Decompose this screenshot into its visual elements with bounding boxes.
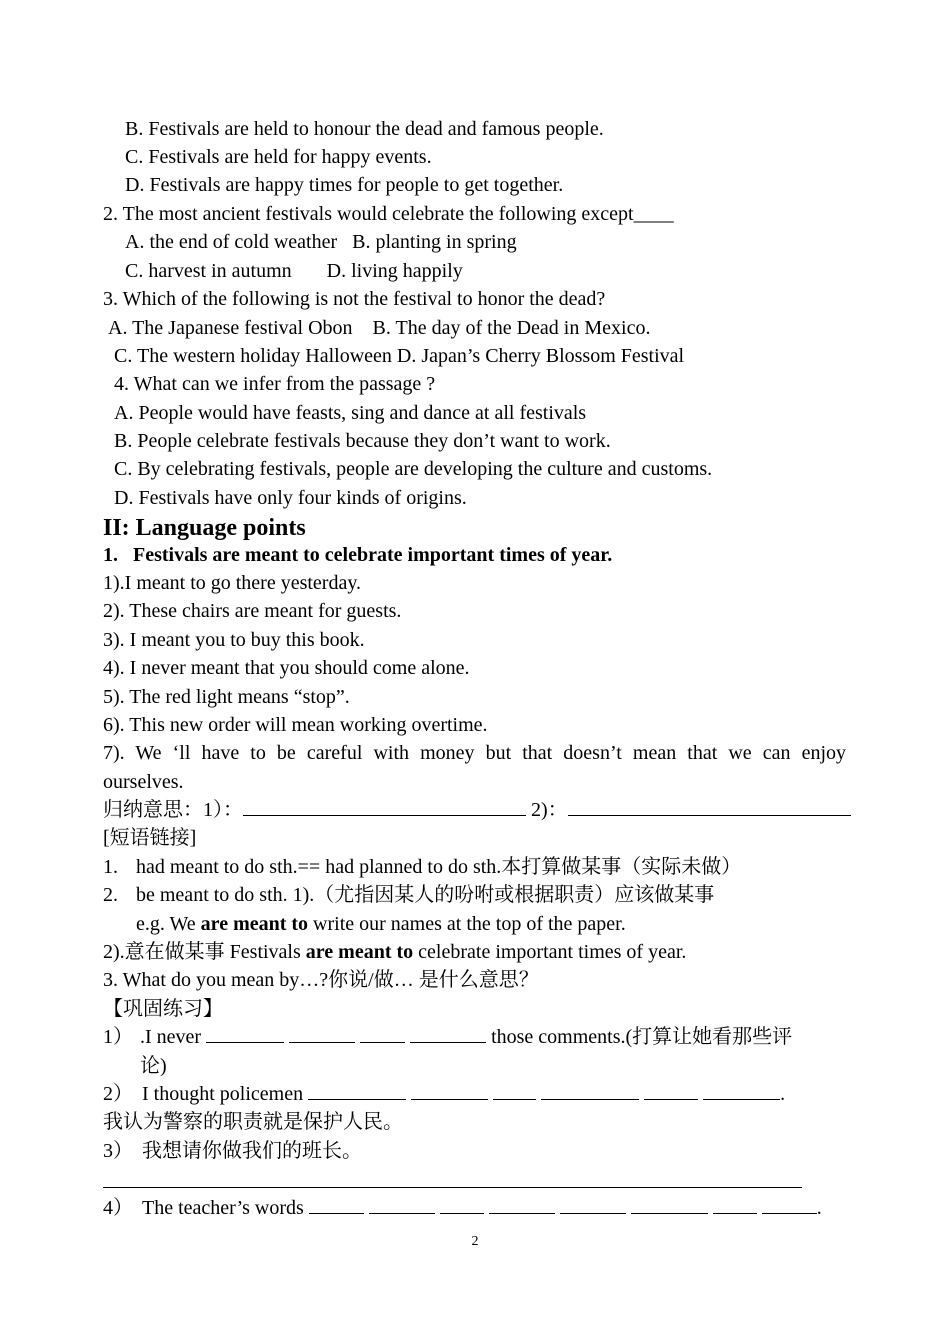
phrase-1: had meant to do sth.== had planned to do sth.本打算做某事（实际未做） — [136, 856, 742, 878]
exercise-4-blank-7[interactable] — [713, 1195, 757, 1214]
exercise-3-answer-line[interactable] — [103, 1187, 802, 1188]
exercise-1 — [140, 1023, 792, 1051]
meaning-3: 3. What do you mean by…?你说/做… 是什么意思？ — [103, 969, 539, 991]
q1-option-c: C. Festivals are held for happy events. — [125, 146, 432, 168]
q4-option-d: D. Festivals have only four kinds of origins. — [114, 487, 467, 509]
exercise-4-pre: The teacher’s words — [142, 1197, 304, 1219]
exercise-1-blank-4[interactable] — [410, 1024, 486, 1043]
section-heading: II: Language points — [103, 515, 306, 541]
q4-stem: 4. What can we infer from the passage ? — [114, 373, 436, 395]
exercise-2-blank-2[interactable] — [411, 1081, 488, 1100]
exercise-4-blank-5[interactable] — [560, 1195, 626, 1214]
example-2: 2). These chairs are meant for guests. — [103, 600, 402, 622]
exercise-4-blank-4[interactable] — [489, 1195, 555, 1214]
exercise-2-blank-4[interactable] — [541, 1081, 639, 1100]
q2-options-row1: A. the end of cold weather B. planting in spring — [125, 231, 517, 253]
q4-option-a: A. People would have feasts, sing and dance at all festivals — [114, 402, 587, 424]
example-5: 5). The red light means “stop”. — [103, 686, 350, 708]
practice-heading: 【巩固练习】 — [103, 998, 223, 1020]
summary-label-1: 归纳意思：1）： — [103, 799, 243, 821]
summary-blank-2[interactable] — [568, 797, 851, 816]
meaning-2-bold: are meant to — [305, 941, 414, 963]
phrase-1-num: 1. — [103, 856, 118, 878]
exercise-3-chinese: 我想请你做我们的班长。 — [142, 1140, 362, 1162]
exercise-2-blank-1[interactable] — [308, 1081, 406, 1100]
language-point-1: 1. Festivals are meant to celebrate important times of year. — [103, 544, 613, 566]
example-7-line1: 7). We ‘ll have to be careful with money but that doesn’t mean that we can enjoy — [103, 742, 846, 764]
exercise-4-num: 4） — [103, 1197, 133, 1219]
phrase-2-num: 2. — [103, 884, 118, 906]
eg-bold: are meant to — [200, 913, 309, 935]
exercise-4-blank-6[interactable] — [631, 1195, 708, 1214]
q4-option-c: C. By celebrating festivals, people are developing the culture and customs. — [114, 458, 713, 480]
exercise-2-blank-6[interactable] — [703, 1081, 780, 1100]
phrase-2: be meant to do sth. 1).（尤指因某人的吩咐或根据职责）应该做某事 — [136, 884, 715, 906]
example-7-line2: ourselves. — [103, 771, 184, 793]
exercise-3-num: 3） — [103, 1140, 133, 1162]
exercise-2-num: 2） — [103, 1083, 133, 1105]
phrase-2-example — [136, 910, 626, 938]
example-3: 3). I meant you to buy this book. — [103, 629, 365, 651]
exercise-4-blank-3[interactable] — [440, 1195, 484, 1214]
example-1: 1).I meant to go there yesterday. — [103, 572, 362, 594]
page-number: 2 — [471, 1234, 479, 1249]
exercise-4-blank-1[interactable] — [309, 1195, 364, 1214]
meaning-2-pre: 2).意在做某事 Festivals — [103, 941, 306, 963]
exercise-4-blank-2[interactable] — [369, 1195, 435, 1214]
meaning-2-post: celebrate important times of year. — [413, 941, 687, 963]
exercise-4: The teacher’s words . — [142, 1197, 822, 1219]
q1-option-b: B. Festivals are held to honour the dead and famous people. — [125, 118, 604, 140]
eg-pre: e.g. We — [136, 913, 201, 935]
exercise-2-blank-5[interactable] — [644, 1081, 698, 1100]
summary-blank-1[interactable] — [243, 797, 526, 816]
exercise-2-chinese: 我认为警察的职责就是保护人民。 — [103, 1111, 403, 1133]
summary-label-2: 2)： — [526, 799, 568, 821]
q3-options-row1: A. The Japanese festival Obon B. The day of the Dead in Mexico. — [108, 317, 651, 339]
phrase-link-heading: [短语链接] — [103, 827, 197, 849]
q2-stem: 2. The most ancient festivals would celebrate the following except____ — [103, 203, 674, 225]
exercise-1-num: 1） — [103, 1026, 133, 1048]
exercise-2-pre: I thought policemen — [142, 1083, 304, 1105]
example-6: 6). This new order will mean working overtime. — [103, 714, 488, 736]
exercise-2: I thought policemen . — [142, 1083, 786, 1105]
eg-post: write our names at the top of the paper. — [308, 913, 626, 935]
q2-options-row2: C. harvest in autumn D. living happily — [125, 260, 463, 282]
exercise-1-cont: 论) — [140, 1055, 167, 1077]
exercise-1-pre: .I never — [140, 1026, 202, 1048]
example-4: 4). I never meant that you should come alone. — [103, 657, 470, 679]
summary-row — [103, 796, 851, 824]
q3-stem: 3. Which of the following is not the festival to honor the dead? — [103, 288, 606, 310]
meaning-2 — [103, 938, 686, 966]
exercise-1-blank-1[interactable] — [206, 1024, 284, 1043]
exercise-2-blank-3[interactable] — [493, 1081, 536, 1100]
q4-option-b: B. People celebrate festivals because they don’t want to work. — [114, 430, 611, 452]
exercise-4-blank-8[interactable] — [762, 1195, 817, 1214]
exercise-1-post: those comments.(打算让她看那些评 — [491, 1026, 793, 1048]
q3-options-row2: C. The western holiday Halloween D. Japan’s Cherry Blossom Festival — [114, 345, 685, 367]
q1-option-d: D. Festivals are happy times for people to get together. — [125, 174, 564, 196]
exercise-1-blank-3[interactable] — [360, 1024, 405, 1043]
exercise-1-blank-2[interactable] — [289, 1024, 355, 1043]
